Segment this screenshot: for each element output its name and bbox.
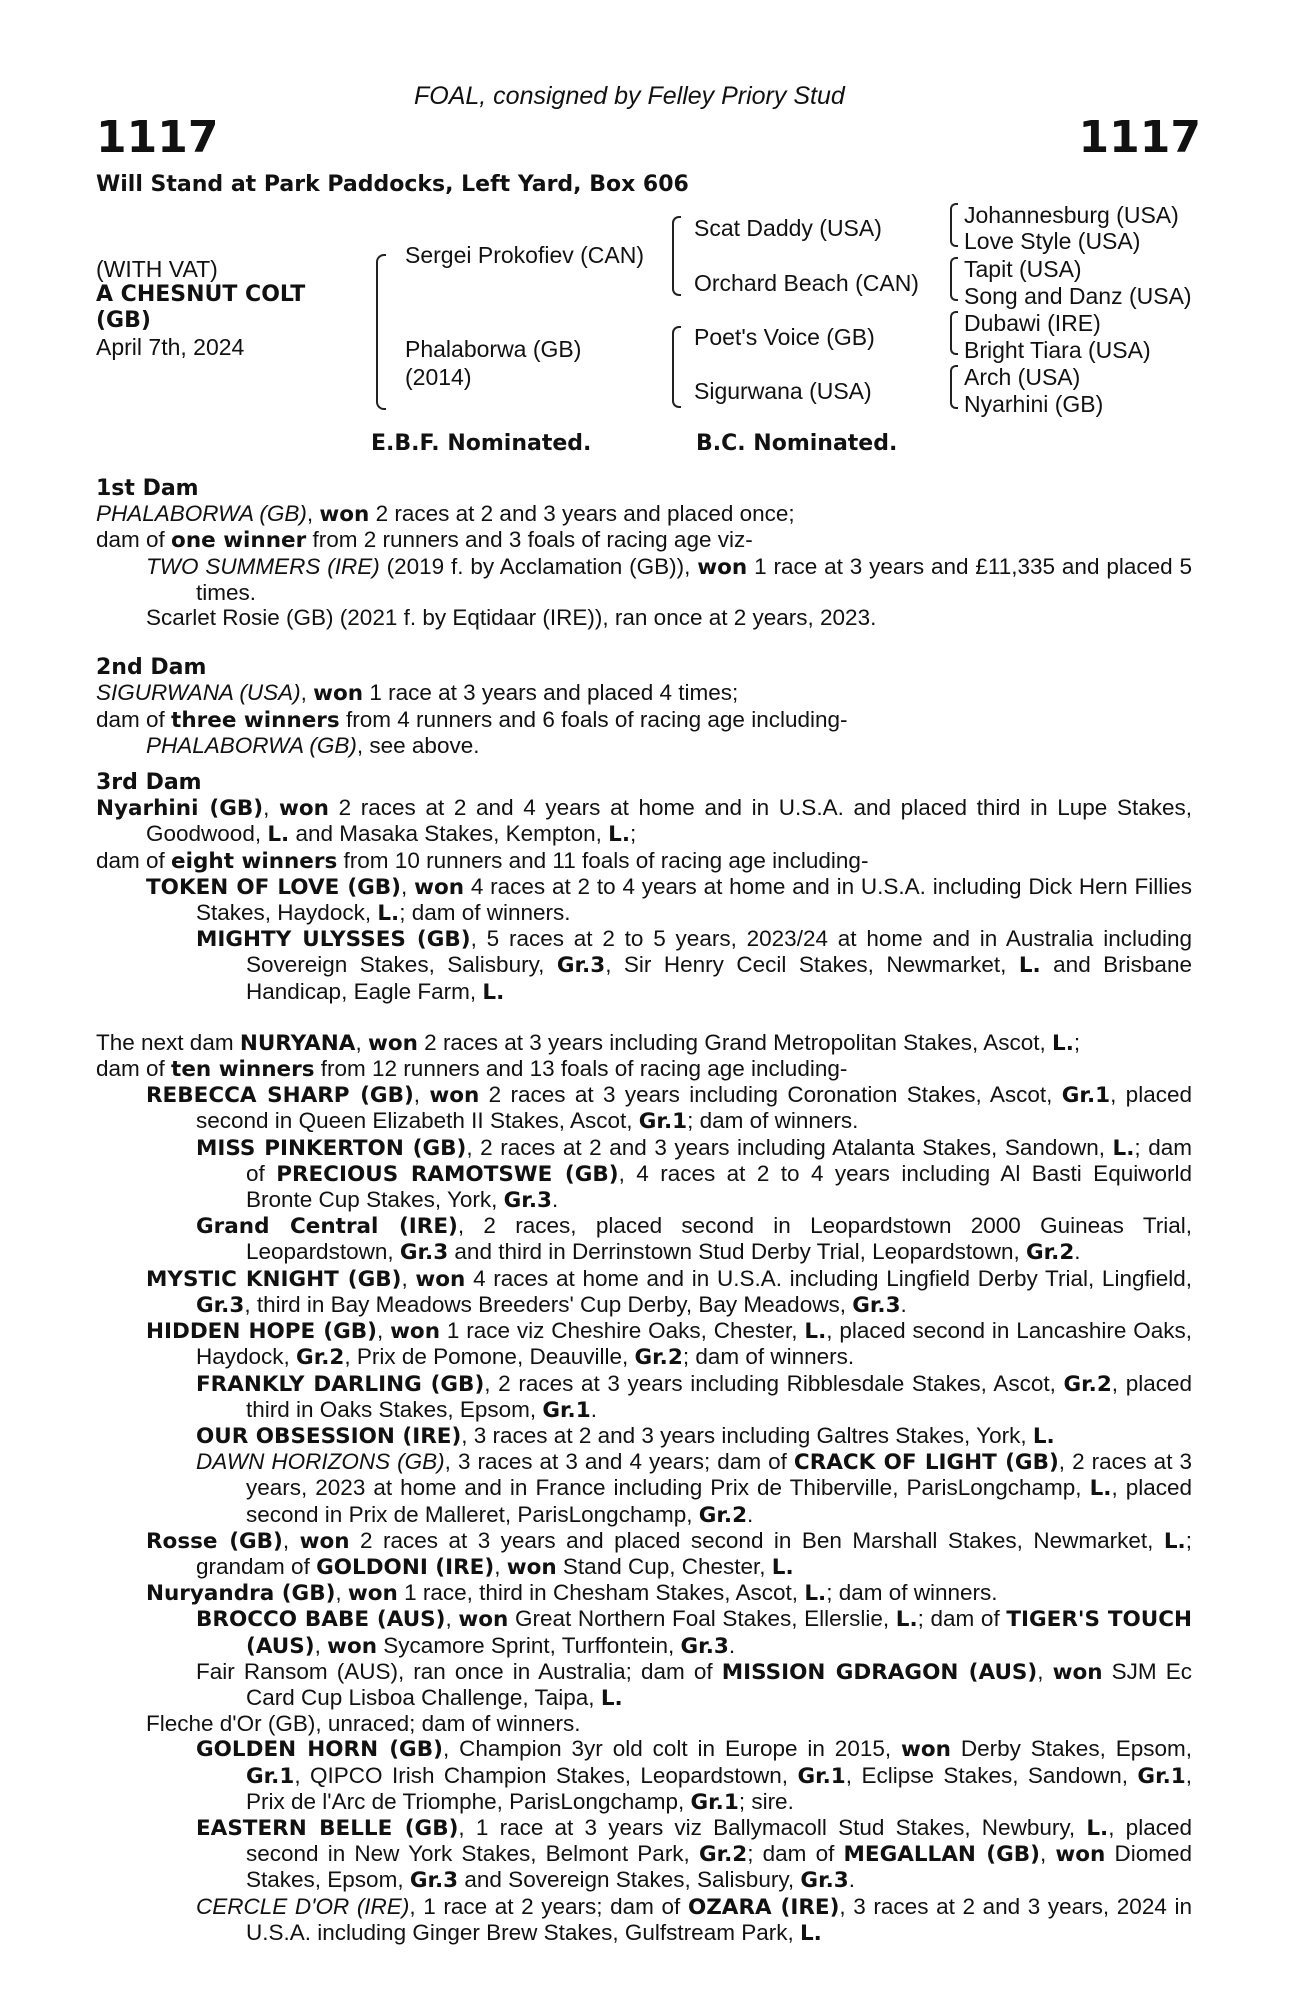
first-dam-line: dam of one winner from 2 runners and 3 foals of racing age viz- (96, 527, 753, 554)
second-dam-line: dam of three winners from 4 runners and 6 foals of racing age including- (96, 706, 848, 733)
next-dam-line: Rosse (GB), won 2 races at 3 years and placed second in Ben Marshall Stakes, Newmarket, L.; grandam of GOLDONI (IRE), won Stand Cup, Chester, L. (146, 1527, 1192, 1580)
sire-name: Sergei Prokofiev (CAN) (405, 242, 645, 268)
third-dam-line: TOKEN OF LOVE (GB), won 4 races at 2 to 4 years at home and in U.S.A. including Dick Hern Fillies Stakes, Haydock, L.; dam of winners. (146, 873, 1192, 927)
next-dam-line: EASTERN BELLE (GB), 1 race at 3 years viz Ballymacoll Stud Stakes, Newbury, L., placed second in New York Stakes, Belmont Park, Gr.2; dam of MEGALLAN (GB), won Diomed Stakes, Epsom, Gr.3 and Sovereign Stakes, Salisbury, Gr.3. (196, 1814, 1192, 1894)
first-dam-line: TWO SUMMERS (IRE) (2019 f. by Acclamation (GB)), won 1 race at 3 years and £11,335 and placed 5 times. (146, 553, 1192, 605)
sss-name: Johannesburg (USA) (964, 202, 1179, 228)
next-dam-line: Fair Ransom (AUS), ran once in Australia; dam of MISSION GDRAGON (AUS), won SJM Ec Card Cup Lisboa Challenge, Taipa, L. (196, 1658, 1192, 1711)
next-dam-line: MISS PINKERTON (GB), 2 races at 2 and 3 years including Atalanta Stakes, Sandown, L.; dam of PRECIOUS RAMOTSWE (GB), 4 races at 2 to 4 years including Al Basti Equiworld Bronte Cup Stakes, York, Gr.3. (196, 1134, 1192, 1214)
dam-sire-name: Poet's Voice (GB) (694, 324, 875, 350)
next-dam-line: Nuryandra (GB), won 1 race, third in Chesham Stakes, Ascot, L.; dam of winners. (146, 1580, 998, 1607)
second-dam-heading: 2nd Dam (96, 655, 207, 681)
pedigree-brace-ss (950, 203, 958, 247)
dam-name: Phalaborwa (GB) (405, 336, 582, 362)
next-dam-line: FRANKLY DARLING (GB), 2 races at 3 years including Ribblesdale Stakes, Ascot, Gr.2, placed third in Oaks Stakes, Epsom, Gr.1. (196, 1370, 1192, 1423)
sdd-name: Song and Danz (USA) (964, 283, 1192, 309)
date-of-birth: April 7th, 2024 (96, 334, 245, 360)
sire-dam-name: Orchard Beach (CAN) (694, 270, 919, 296)
second-dam-line: PHALABORWA (GB), see above. (146, 732, 480, 758)
second-dam-line: SIGURWANA (USA), won 1 race at 3 years and placed 4 times; (96, 680, 739, 707)
third-dam-line: dam of eight winners from 10 runners and 11 foals of racing age including- (96, 847, 869, 874)
sds-name: Tapit (USA) (964, 256, 1082, 282)
third-dam-line: Nyarhini (GB), won 2 races at 2 and 4 years at home and in U.S.A. and placed third in Lupe Stakes, Goodwood, L. and Masaka Stakes, Kempton, L.; (96, 795, 1192, 848)
pedigree-brace-ds (950, 311, 958, 355)
third-dam-line: MIGHTY ULYSSES (GB), 5 races at 2 to 5 years, 2023/24 at home and in Australia including Sovereign Stakes, Salisbury, Gr.3, Sir Henry Cecil Stakes, Newmarket, L. and Brisbane Handicap, Eagle Farm, L. (196, 926, 1193, 1005)
third-dam-heading: 3rd Dam (96, 770, 202, 796)
next-dam-line: BROCCO BABE (AUS), won Great Northern Foal Stakes, Ellerslie, L.; dam of TIGER'S TOUCH (AUS), won Sycamore Sprint, Turffontein, Gr.3. (196, 1606, 1192, 1659)
pedigree-brace-sd (950, 257, 958, 301)
next-dam-line: The next dam NURYANA, won 2 races at 3 years including Grand Metropolitan Stakes, Ascot, L.; (96, 1029, 1081, 1056)
dds-name: Arch (USA) (964, 364, 1081, 390)
lot-name-line1: A CHESNUT COLT (96, 282, 306, 307)
pedigree-brace-sire (672, 216, 681, 296)
next-dam-line: MYSTIC KNIGHT (GB), won 4 races at home and in U.S.A. including Lingfield Derby Trial, Lingfield, Gr.3, third in Bay Meadows Breeders' Cup Derby, Bay Meadows, Gr.3. (146, 1265, 1192, 1318)
stand-location: Will Stand at Park Paddocks, Left Yard, Box 606 (96, 172, 689, 197)
consignor-line: FOAL, consigned by Felley Priory Stud (414, 82, 845, 110)
lot-number-left: 1117 (96, 112, 219, 163)
dam-year: (2014) (405, 364, 472, 390)
sire-sire-name: Scat Daddy (USA) (694, 215, 882, 241)
next-dam-line: Grand Central (IRE), 2 races, placed second in Leopardstown 2000 Guineas Trial, Leopardstown, Gr.3 and third in Derrinstown Stud Derby Trial, Leopardstown, Gr.2. (196, 1213, 1192, 1266)
vat-note: (WITH VAT) (96, 256, 218, 282)
next-dam-line: CERCLE D'OR (IRE), 1 race at 2 years; dam of OZARA (IRE), 3 races at 2 and 3 years, 2024 in U.S.A. including Ginger Brew Stakes, Gulfstream Park, L. (196, 1893, 1192, 1946)
dsd-name: Bright Tiara (USA) (964, 337, 1151, 363)
lot-number-right: 1117 (1078, 112, 1201, 163)
pedigree-brace-dd (950, 365, 958, 409)
ssd-name: Love Style (USA) (964, 228, 1141, 254)
next-dam-line: HIDDEN HOPE (GB), won 1 race viz Cheshire Oaks, Chester, L., placed second in Lancashire Oaks, Haydock, Gr.2, Prix de Pomone, Deauville, Gr.2; dam of winners. (146, 1318, 1192, 1371)
next-dam-line: Fleche d'Or (GB), unraced; dam of winners. (146, 1711, 581, 1737)
dss-name: Dubawi (IRE) (964, 310, 1101, 336)
next-dam-line: GOLDEN HORN (GB), Champion 3yr old colt in Europe in 2015, won Derby Stakes, Epsom, Gr.1, QIPCO Irish Champion Stakes, Leopardstown, Gr.1, Eclipse Stakes, Sandown, Gr.1, Prix de l'Arc de Triomphe, ParisLongchamp, Gr.1; sire. (196, 1736, 1192, 1815)
lot-name-line2: (GB) (96, 308, 151, 333)
dam-dam-name: Sigurwana (USA) (694, 378, 872, 404)
first-dam-heading: 1st Dam (96, 476, 199, 501)
ddd-name: Nyarhini (GB) (964, 391, 1104, 417)
bc-nomination: B.C. Nominated. (696, 431, 898, 456)
next-dam-line: REBECCA SHARP (GB), won 2 races at 3 years including Coronation Stakes, Ascot, Gr.1, placed second in Queen Elizabeth II Stakes, Ascot, Gr.1; dam of winners. (146, 1082, 1192, 1135)
first-dam-line: PHALABORWA (GB), won 2 races at 2 and 3 years and placed once; (96, 501, 795, 528)
next-dam-line: dam of ten winners from 12 runners and 13 foals of racing age including- (96, 1056, 848, 1083)
first-dam-line: Scarlet Rosie (GB) (2021 f. by Eqtidaar (IRE)), ran once at 2 years, 2023. (146, 605, 877, 631)
next-dam-line: DAWN HORIZONS (GB), 3 races at 3 and 4 years; dam of CRACK OF LIGHT (GB), 2 races at 3 years, 2023 at home and in France including Prix de Thiberville, ParisLongchamp, L., placed second in Prix de Malleret, ParisLongchamp, Gr.2. (196, 1449, 1192, 1528)
pedigree-brace-gen1 (376, 254, 386, 410)
pedigree-brace-dam (672, 326, 681, 408)
next-dam-line: OUR OBSESSION (IRE), 3 races at 2 and 3 years including Galtres Stakes, York, L. (196, 1422, 1055, 1449)
produce-record (96, 476, 1192, 1946)
ebf-nomination: E.B.F. Nominated. (371, 431, 592, 456)
